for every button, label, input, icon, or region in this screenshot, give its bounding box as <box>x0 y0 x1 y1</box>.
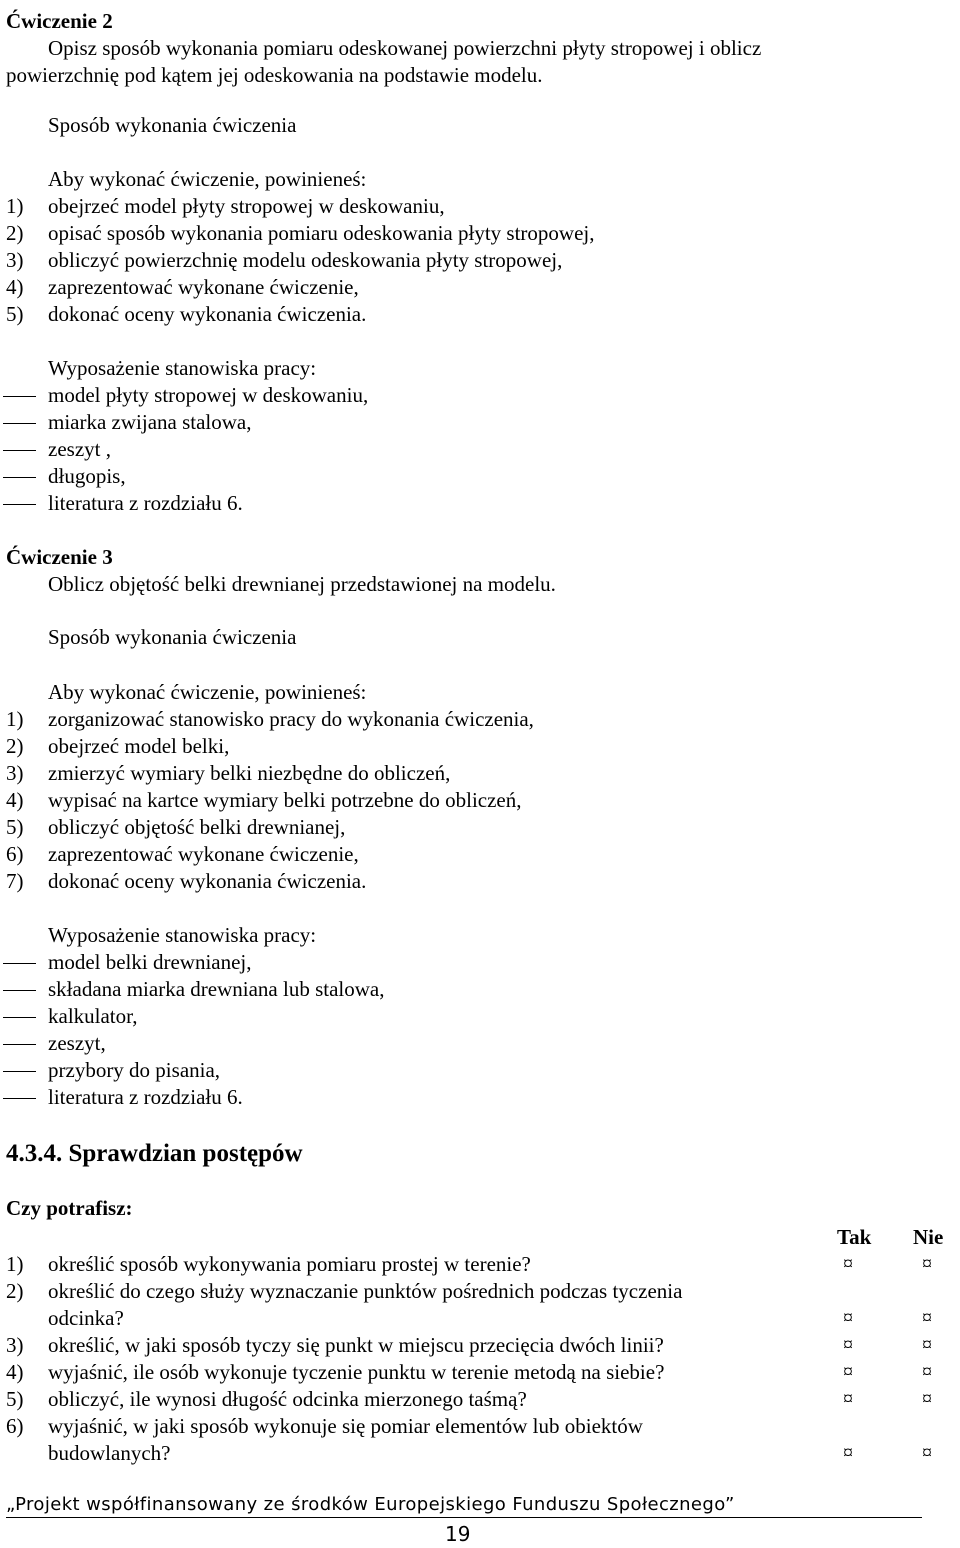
dash-bullet-icon <box>3 1098 36 1099</box>
question-text: wyjaśnić, w jaki sposób wykonuje się pomiar elementów lub obiektów <box>48 1414 643 1438</box>
question-number: 6) <box>6 1414 24 1438</box>
equipment-text: długopis, <box>48 464 126 488</box>
step-number: 1) <box>6 194 24 218</box>
equipment-text: przybory do pisania, <box>48 1058 221 1082</box>
equipment-text: składana miarka drewniana lub stalowa, <box>48 977 385 1001</box>
question-number: 3) <box>6 1333 24 1357</box>
dash-bullet-icon <box>3 504 36 505</box>
equipment-text: kalkulator, <box>48 1004 138 1028</box>
footer-project-text: „Projekt współfinansowany ze środków Europejskiego Funduszu Społecznego” <box>6 1494 735 1515</box>
step-number: 7) <box>6 869 24 893</box>
list-item <box>0 1332 960 1359</box>
self-check-heading: Czy potrafisz: <box>6 1196 133 1220</box>
dash-bullet-icon <box>3 1044 36 1045</box>
step-number: 5) <box>6 815 24 839</box>
page-number: 19 <box>445 1522 471 1546</box>
question-number: 2) <box>6 1279 24 1303</box>
checkbox-yes[interactable]: ¤ <box>843 1334 853 1356</box>
list-item <box>0 1084 960 1111</box>
list-item <box>0 436 960 463</box>
equipment-text: zeszyt, <box>48 1031 106 1055</box>
list-item <box>0 1386 960 1413</box>
step-text: zaprezentować wykonane ćwiczenie, <box>48 275 359 299</box>
step-text: zmierzyć wymiary belki niezbędne do obliczeń, <box>48 761 451 785</box>
section-title: 4.3.4. Sprawdzian postępów <box>6 1140 303 1167</box>
list-item <box>0 1057 960 1084</box>
equipment-text: literatura z rozdziału 6. <box>48 1085 243 1109</box>
dash-bullet-icon <box>3 450 36 451</box>
step-text: opisać sposób wykonania pomiaru odeskowania płyty stropowej, <box>48 221 595 245</box>
question-number: 1) <box>6 1252 24 1276</box>
exercise-2-intro-line1: Opisz sposób wykonania pomiaru odeskowanej powierzchni płyty stropowej i oblicz <box>48 36 762 60</box>
dash-bullet-icon <box>3 477 36 478</box>
equipment-text: literatura z rozdziału 6. <box>48 491 243 515</box>
step-number: 4) <box>6 275 24 299</box>
question-text: określić do czego służy wyznaczanie punktów pośrednich podczas tyczenia <box>48 1279 683 1303</box>
dash-bullet-icon <box>3 396 36 397</box>
step-number: 2) <box>6 734 24 758</box>
column-header-yes: Tak <box>837 1225 872 1249</box>
question-number: 5) <box>6 1387 24 1411</box>
column-header-no: Nie <box>913 1225 944 1249</box>
step-text: obejrzeć model płyty stropowej w deskowaniu, <box>48 194 445 218</box>
step-text: zaprezentować wykonane ćwiczenie, <box>48 842 359 866</box>
dash-bullet-icon <box>3 1017 36 1018</box>
list-item <box>0 382 960 409</box>
step-text: obejrzeć model belki, <box>48 734 230 758</box>
exercise-3-title: Ćwiczenie 3 <box>6 545 113 569</box>
step-number: 1) <box>6 707 24 731</box>
dash-bullet-icon <box>3 423 36 424</box>
exercise-3-equipment-heading: Wyposażenie stanowiska pracy: <box>48 923 317 947</box>
checkbox-yes[interactable]: ¤ <box>843 1442 853 1464</box>
checkbox-no[interactable]: ¤ <box>922 1307 932 1329</box>
equipment-text: miarka zwijana stalowa, <box>48 410 252 434</box>
step-number: 2) <box>6 221 24 245</box>
question-text: obliczyć, ile wynosi długość odcinka mierzonego taśmą? <box>48 1387 527 1411</box>
list-item <box>0 1278 960 1332</box>
question-number: 4) <box>6 1360 24 1384</box>
checkbox-yes[interactable]: ¤ <box>843 1307 853 1329</box>
exercise-3-method-heading: Sposób wykonania ćwiczenia <box>48 625 297 649</box>
checkbox-no[interactable]: ¤ <box>922 1334 932 1356</box>
list-item <box>0 490 960 517</box>
step-number: 4) <box>6 788 24 812</box>
step-text: dokonać oceny wykonania ćwiczenia. <box>48 869 367 893</box>
list-item <box>0 1030 960 1057</box>
question-text: określić sposób wykonywania pomiaru prostej w terenie? <box>48 1252 531 1276</box>
checkbox-yes[interactable]: ¤ <box>843 1253 853 1275</box>
question-text-continued: odcinka? <box>48 1306 124 1330</box>
exercise-2-method-heading: Sposób wykonania ćwiczenia <box>48 113 297 137</box>
equipment-text: model belki drewnianej, <box>48 950 252 974</box>
list-item <box>0 409 960 436</box>
checkbox-yes[interactable]: ¤ <box>843 1361 853 1383</box>
list-item <box>0 1003 960 1030</box>
checkbox-no[interactable]: ¤ <box>922 1253 932 1275</box>
list-item <box>0 949 960 976</box>
checkbox-yes[interactable]: ¤ <box>843 1388 853 1410</box>
equipment-text: model płyty stropowej w deskowaniu, <box>48 383 369 407</box>
exercise-2-equipment-heading: Wyposażenie stanowiska pracy: <box>48 356 317 380</box>
exercise-2-intro-line2: powierzchnię pod kątem jej odeskowania na podstawie modelu. <box>6 63 543 87</box>
step-number: 6) <box>6 842 24 866</box>
step-number: 3) <box>6 248 24 272</box>
list-item <box>0 1251 960 1278</box>
exercise-2-steps-intro: Aby wykonać ćwiczenie, powinieneś: <box>48 167 367 191</box>
dash-bullet-icon <box>3 1071 36 1072</box>
step-number: 5) <box>6 302 24 326</box>
step-text: dokonać oceny wykonania ćwiczenia. <box>48 302 367 326</box>
question-text: wyjaśnić, ile osób wykonuje tyczenie punktu w terenie metodą na siebie? <box>48 1360 665 1384</box>
list-item <box>0 976 960 1003</box>
list-item <box>0 1413 960 1467</box>
exercise-2-title: Ćwiczenie 2 <box>6 9 113 33</box>
list-item <box>0 463 960 490</box>
list-item <box>0 1359 960 1386</box>
step-text: zorganizować stanowisko pracy do wykonania ćwiczenia, <box>48 707 534 731</box>
checkbox-no[interactable]: ¤ <box>922 1361 932 1383</box>
footer-divider <box>6 1517 922 1518</box>
step-text: wypisać na kartce wymiary belki potrzebne do obliczeń, <box>48 788 522 812</box>
step-text: obliczyć objętość belki drewnianej, <box>48 815 346 839</box>
exercise-3-intro: Oblicz objętość belki drewnianej przedstawionej na modelu. <box>48 572 556 596</box>
dash-bullet-icon <box>3 963 36 964</box>
checkbox-no[interactable]: ¤ <box>922 1388 932 1410</box>
step-text: obliczyć powierzchnię modelu odeskowania płyty stropowej, <box>48 248 563 272</box>
question-text: określić, w jaki sposób tyczy się punkt w miejscu przecięcia dwóch linii? <box>48 1333 664 1357</box>
exercise-3-steps-intro: Aby wykonać ćwiczenie, powinieneś: <box>48 680 367 704</box>
checkbox-no[interactable]: ¤ <box>922 1442 932 1464</box>
dash-bullet-icon <box>3 990 36 991</box>
equipment-text: zeszyt , <box>48 437 111 461</box>
question-text-continued: budowlanych? <box>48 1441 171 1465</box>
step-number: 3) <box>6 761 24 785</box>
